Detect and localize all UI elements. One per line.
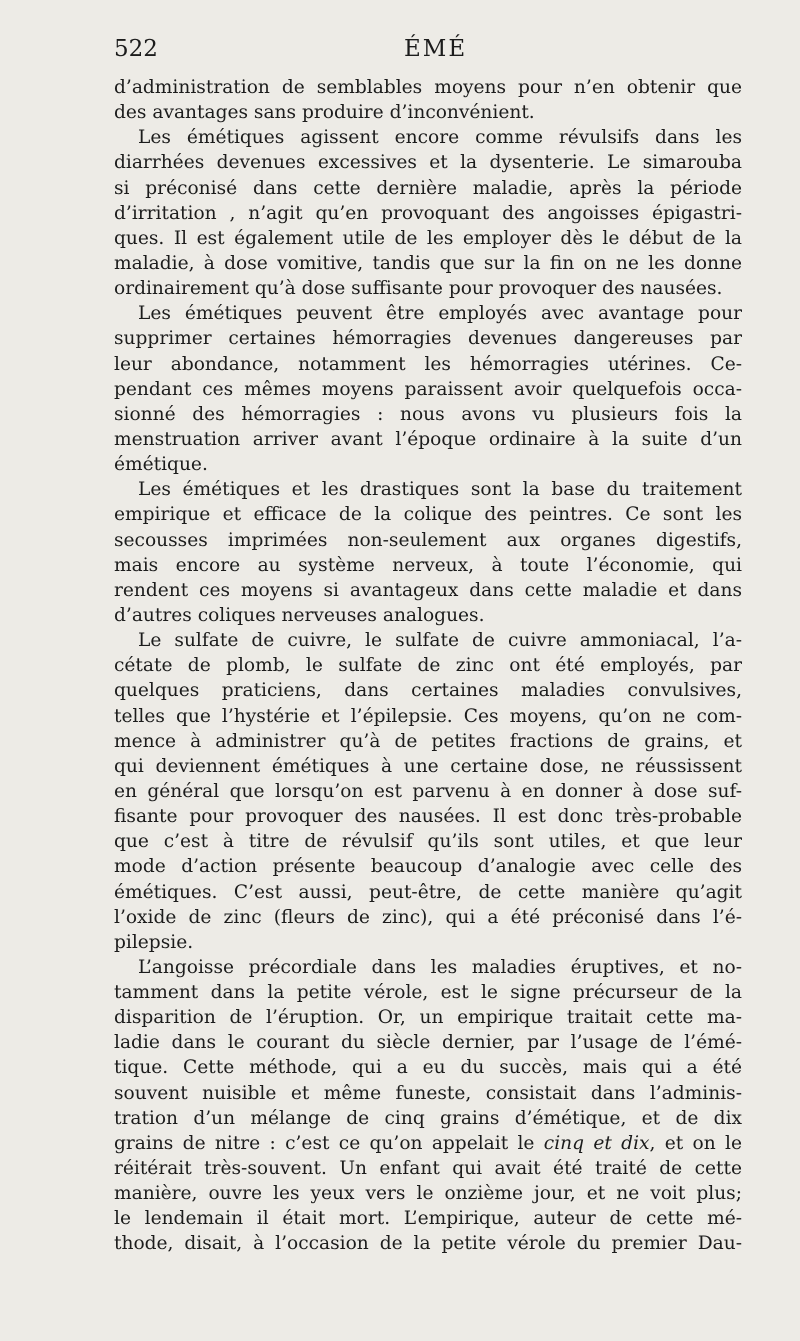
text-line: sionné des hémorragies : nous avons vu plusieurs fois la (114, 403, 742, 425)
text-line: pilepsie. (114, 931, 194, 953)
text-line: des avantages sans produire d’inconvénient. (114, 102, 535, 124)
page-number: 522 (114, 36, 158, 62)
text-line: d’autres coliques nerveuses analogues. (114, 604, 485, 626)
line-text: , et on le (649, 1132, 742, 1154)
text-line: diarrhées devenues excessives et la dysenterie. Le simarouba (114, 152, 742, 174)
text-line: tamment dans la petite vérole, est le signe précurseur de la (114, 982, 742, 1004)
text-line: que c’est à titre de révulsif qu’ils sont utiles, et que leur (114, 831, 742, 853)
text-line: thode, disait, à l’occasion de la petite vérole du premier Dau- (114, 1233, 742, 1255)
text-line: si préconisé dans cette dernière maladie, après la période (114, 177, 742, 199)
text-line: cétate de plomb, le sulfate de zinc ont été employés, par (114, 655, 742, 677)
italic-phrase: cinq et dix (543, 1132, 650, 1154)
text-line: ladie dans le courant du siècle dernier, par l’usage de l’émé- (114, 1032, 742, 1054)
paragraph-first-line: Le sulfate de cuivre, le sulfate de cuivre ammoniacal, l’a- (138, 630, 742, 652)
paragraph-first-line: Les émétiques agissent encore comme révulsifs dans les (138, 127, 742, 149)
page-header-title: ÉMÉ (404, 36, 468, 62)
text-line: secousses imprimées non-seulement aux organes digestifs, (114, 529, 742, 551)
paragraph-first-line: Les émétiques et les drastiques sont la base du traitement (138, 479, 742, 501)
text-line: souvent nuisible et même funeste, consistait dans l’adminis- (114, 1082, 742, 1104)
text-line: leur abondance, notamment les hémorragies utérines. Ce- (114, 353, 742, 375)
text-line: d’irritation , n’agit qu’en provoquant des angoisses épigastri- (114, 202, 742, 224)
text-line: mence à administrer qu’à de petites fractions de grains, et (114, 730, 742, 752)
text-line: ordinairement qu’à dose suffisante pour provoquer des nausées. (114, 278, 723, 300)
line-text: grains de nitre : c’est ce qu’on appelait le (114, 1132, 535, 1154)
text-line: mode d’action présente beaucoup d’analogie avec celle des (114, 856, 742, 878)
text-line: ques. Il est également utile de les employer dès le début de la (114, 227, 742, 249)
text-line: pendant ces mêmes moyens paraissent avoir quelquefois occa- (114, 378, 742, 400)
text-line: l’oxide de zinc (fleurs de zinc), qui a été préconisé dans l’é- (114, 906, 742, 928)
text-line: rendent ces moyens si avantageux dans cette maladie et dans (114, 579, 742, 601)
text-line: réitérait très-souvent. Un enfant qui avait été traité de cette (114, 1158, 742, 1180)
text-line: fisante pour provoquer des nausées. Il est donc très-probable (114, 806, 742, 828)
text-line: d’administration de semblables moyens pour n’en obtenir que (114, 77, 742, 98)
text-line: qui deviennent émétiques à une certaine dose, ne réussissent (114, 755, 742, 777)
running-head (114, 36, 744, 70)
text-line: quelques praticiens, dans certaines maladies convulsives, (114, 680, 742, 702)
text-line-with-italic (114, 1131, 742, 1156)
text-line: émétiques. C’est aussi, peut-être, de cette manière qu’agit (114, 881, 742, 903)
text-line: supprimer certaines hémorragies devenues dangereuses par (114, 328, 742, 350)
text-line: menstruation arriver avant l’époque ordinaire à la suite d’un (114, 428, 742, 450)
text-line: tration d’un mélange de cinq grains d’émétique, et de dix (114, 1107, 742, 1129)
text-line: émétique. (114, 454, 208, 476)
text-line: maladie, à dose vomitive, tandis que sur la fin on ne les donne (114, 252, 742, 274)
text-line: manière, ouvre les yeux vers le onzième jour, et ne voit plus; (114, 1183, 742, 1205)
text-line: telles que l’hystérie et l’épilepsie. Ces moyens, qu’on ne com- (114, 705, 742, 727)
text-line: en général que lorsqu’on est parvenu à en donner à dose suf- (114, 780, 742, 802)
text-line: empirique et efficace de la colique des peintres. Ce sont les (114, 504, 742, 526)
text-line: tique. Cette méthode, qui a eu du succès, mais qui a été (114, 1057, 742, 1079)
paragraph-first-line: Les émétiques peuvent être employés avec avantage pour (138, 303, 742, 325)
text-line: disparition de l’éruption. Or, un empirique traitait cette ma- (114, 1007, 742, 1029)
paragraph-first-line: L’angoisse précordiale dans les maladies éruptives, et no- (138, 956, 742, 978)
body-text (114, 75, 742, 1257)
text-line: le lendemain il était mort. L’empirique, auteur de cette mé- (114, 1208, 742, 1230)
text-line: mais encore au système nerveux, à toute l’économie, qui (114, 554, 742, 576)
